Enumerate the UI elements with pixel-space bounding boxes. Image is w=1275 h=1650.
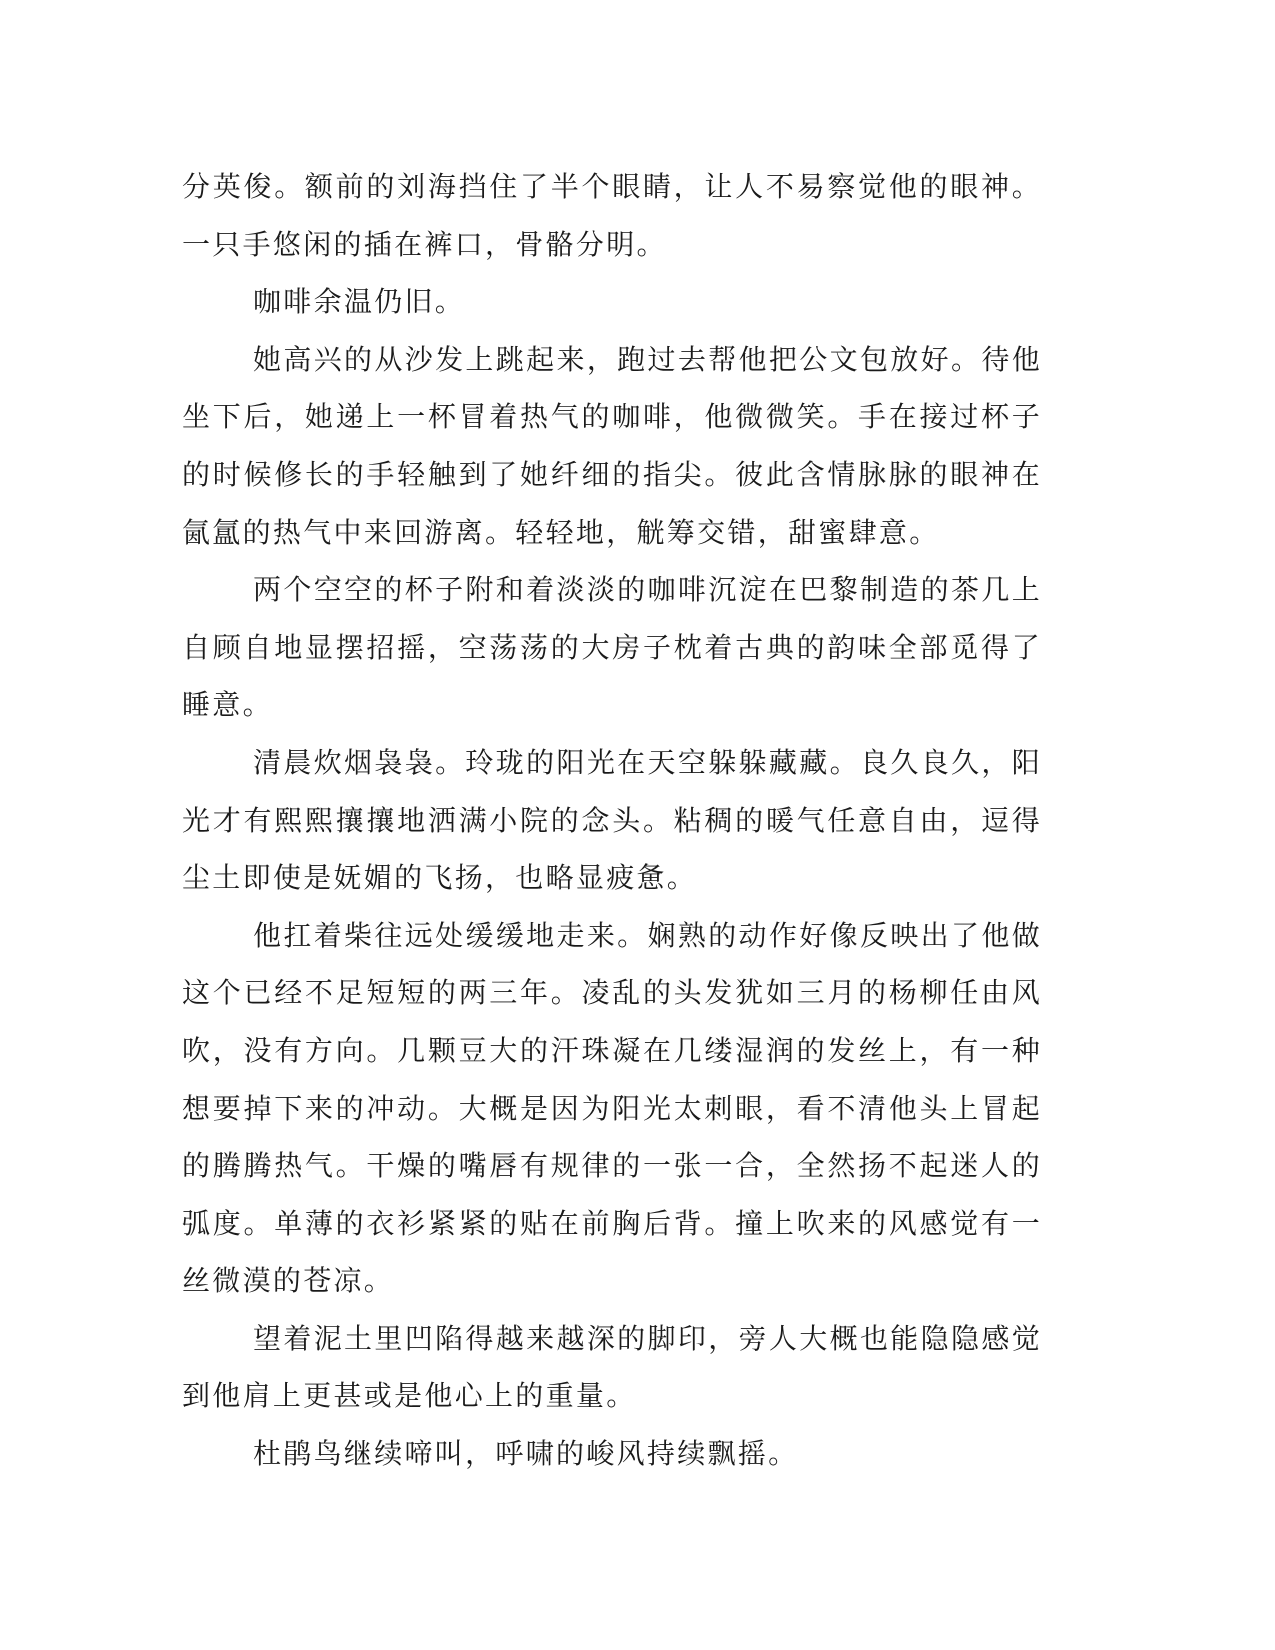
paragraph-7: 望着泥土里凹陷得越来越深的脚印，旁人大概也能隐隐感觉到他肩上更甚或是他心上的重量。 xyxy=(182,1321,1042,1413)
paragraph-5: 清晨炊烟袅袅。玲珑的阳光在天空躲躲藏藏。良久良久，阳光才有熙熙攘攘地洒满小院的念头。粘稠的暖气任意自由，逗得尘土即使是妩媚的飞扬，也略显疲惫。 xyxy=(182,745,1042,895)
paragraph-2: 咖啡余温仍旧。 xyxy=(253,285,466,319)
paragraph-6: 他扛着柴往远处缓缓地走来。娴熟的动作好像反映出了他做这个已经不足短短的两三年。凌乱的头发犹如三月的杨柳任由风吹，没有方向。几颗豆大的汗珠凝在几缕湿润的发丝上，有一种想要掉下来的冲动。大概是因为阳光太刺眼，看不清他头上冒起的腾腾热气。干燥的嘴唇有规律的一张一合，全然扬不起迷人的弧度。单薄的衣衫紧紧的贴在前胸后背。撞上吹来的风感觉有一丝微漠的苍凉。 xyxy=(182,918,1042,1298)
paragraph-1: 分英俊。额前的刘海挡住了半个眼睛，让人不易察觉他的眼神。一只手悠闲的插在裤口，骨骼分明。 xyxy=(182,170,1042,261)
paragraph-3: 她高兴的从沙发上跳起来，跑过去帮他把公文包放好。待他坐下后，她递上一杯冒着热气的咖啡，他微微笑。手在接过杯子的时候修长的手轻触到了她纤细的指尖。彼此含情脉脉的眼神在氤氲的热气中来回游离。轻轻地，觥筹交错，甜蜜肆意。 xyxy=(182,342,1042,549)
paragraph-8: 杜鹃鸟继续啼叫，呼啸的峻风持续飘摇。 xyxy=(253,1437,799,1471)
paragraph-4: 两个空空的杯子附和着淡淡的咖啡沉淀在巴黎制造的茶几上自顾自地显摆招摇，空荡荡的大房子枕着古典的韵味全部觅得了睡意。 xyxy=(182,573,1042,722)
document-body xyxy=(182,158,1042,1483)
